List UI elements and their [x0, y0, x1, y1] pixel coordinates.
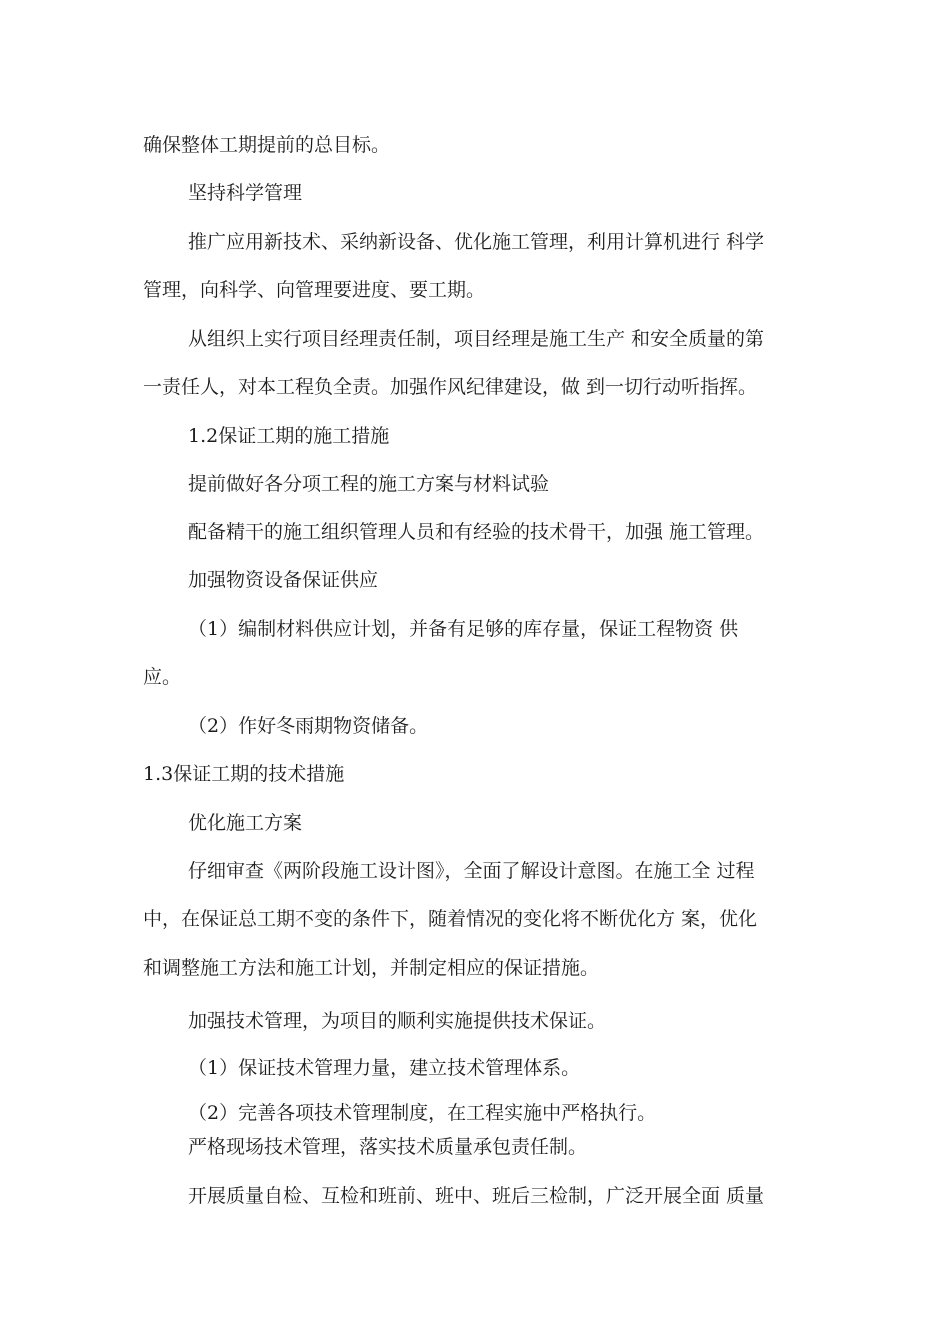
- body-text-line: 应。: [143, 666, 182, 688]
- section-heading: 加强物资设备保证供应: [188, 569, 379, 591]
- body-text-line: 和调整施工方法和施工计划，并制定相应的保证措施。: [143, 957, 600, 979]
- section-heading: 加强技术管理，为项目的顺利实施提供技术保证。: [188, 1010, 607, 1032]
- body-text-line: 管理，向科学、向管理要进度、要工期。: [143, 279, 486, 301]
- body-text-line: 严格现场技术管理，落实技术质量承包责任制。: [188, 1136, 588, 1158]
- list-item: （2）完善各项技术管理制度，在工程实施中严格执行。: [188, 1102, 657, 1124]
- body-text-line: 推广应用新技术、采纳新设备、优化施工管理，利用计算机进行 科学: [188, 231, 765, 253]
- list-item: （1）编制材料供应计划，并备有足够的库存量，保证工程物资 供: [188, 618, 739, 640]
- section-heading: 1.2保证工期的施工措施: [188, 425, 390, 447]
- section-heading: 坚持科学管理: [188, 182, 303, 204]
- body-text-line: 中，在保证总工期不变的条件下，随着情况的变化将不断优化方 案，优化: [143, 908, 758, 930]
- body-text-line: 确保整体工期提前的总目标。: [143, 134, 391, 156]
- list-item: （2）作好冬雨期物资储备。: [188, 715, 429, 737]
- body-text-line: 开展质量自检、互检和班前、班中、班后三检制，广泛开展全面 质量: [188, 1185, 765, 1207]
- body-text-line: 仔细审查《两阶段施工设计图》，全面了解设计意图。在施工全 过程: [188, 860, 755, 882]
- section-heading: 优化施工方案: [188, 812, 303, 834]
- body-text-line: 配备精干的施工组织管理人员和有经验的技术骨干，加强 施工管理。: [188, 521, 765, 543]
- section-heading: 提前做好各分项工程的施工方案与材料试验: [188, 473, 550, 495]
- section-heading: 1.3保证工期的技术措施: [143, 763, 345, 785]
- body-text-line: 从组织上实行项目经理责任制，项目经理是施工生产 和安全质量的第: [188, 328, 765, 350]
- body-text-line: 一责任人，对本工程负全责。加强作风纪律建设，做 到一切行动听指挥。: [143, 376, 758, 398]
- list-item: （1）保证技术管理力量，建立技术管理体系。: [188, 1057, 581, 1079]
